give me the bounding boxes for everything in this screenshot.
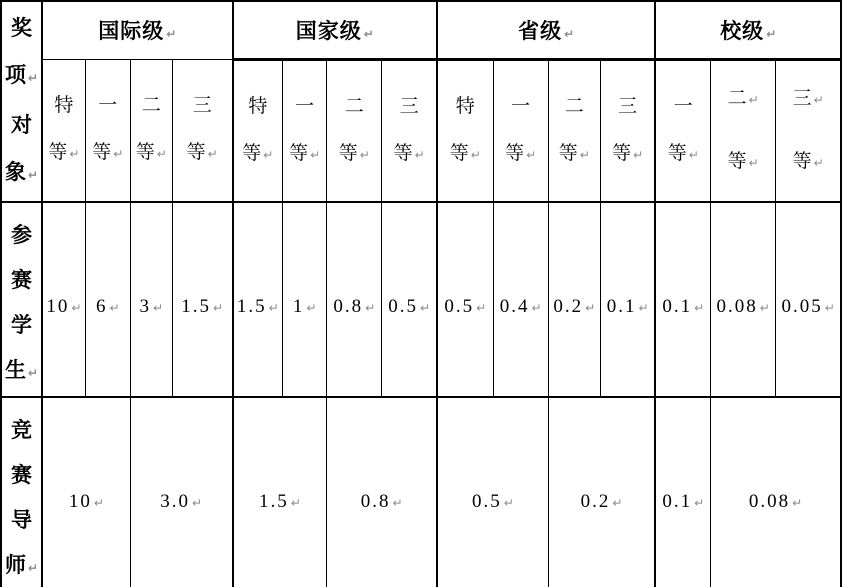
student-value-cell: 1.5 ↵	[233, 202, 283, 397]
tier-header-natl-special: 特 等 ↵	[233, 59, 283, 202]
paragraph-mark-icon: ↵	[71, 300, 82, 315]
paragraph-mark-icon: ↵	[363, 26, 374, 41]
paragraph-mark-icon: ↵	[191, 495, 203, 510]
paragraph-mark-icon: ↵	[792, 495, 803, 510]
paragraph-mark-icon: ↵	[290, 495, 301, 510]
paragraph-mark-icon: ↵	[813, 155, 824, 170]
paragraph-mark-icon: ↵	[263, 147, 274, 162]
paragraph-mark-icon: ↵	[748, 155, 759, 170]
tier-header-natl-second: 二 等 ↵	[327, 59, 382, 202]
student-value-cell: 0.5 ↵	[382, 202, 437, 397]
paragraph-mark-icon: ↵	[476, 300, 487, 315]
paragraph-mark-icon: ↵	[414, 147, 425, 162]
tier-header-intl-special: 特 等 ↵	[42, 59, 85, 202]
tier-header-intl-first: 一 等 ↵	[85, 59, 130, 202]
paragraph-mark-icon: ↵	[109, 300, 120, 315]
student-value-cell: 0.05 ↵	[776, 202, 841, 397]
mentor-value-cell: 10 ↵	[42, 397, 130, 587]
paragraph-mark-icon: ↵	[306, 300, 317, 315]
paragraph-mark-icon: ↵	[470, 147, 481, 162]
paragraph-mark-icon: ↵	[813, 92, 824, 107]
tier-header-intl-third: 三 等 ↵	[172, 59, 232, 202]
mentor-value-cell: 0.5 ↵	[437, 397, 548, 587]
tier-header-school-second: 二 ↵ 等 ↵	[711, 59, 776, 202]
mentor-value-cell: 0.1 ↵	[655, 397, 710, 587]
student-value-cell: 0.5 ↵	[437, 202, 493, 397]
student-value-cell: 0.8 ↵	[327, 202, 382, 397]
mentor-value-cell: 0.8 ↵	[327, 397, 437, 587]
tier-header-prov-second: 二 等 ↵	[548, 59, 600, 202]
student-value-cell: 0.08 ↵	[711, 202, 776, 397]
paragraph-mark-icon: ↵	[359, 147, 370, 162]
student-value-cell: 10 ↵	[42, 202, 85, 397]
paragraph-mark-icon: ↵	[420, 300, 431, 315]
paragraph-mark-icon: ↵	[688, 147, 699, 162]
students-row	[1, 202, 841, 397]
paragraph-mark-icon: ↵	[694, 300, 705, 315]
paragraph-mark-icon: ↵	[28, 167, 39, 182]
student-value-cell: 0.1 ↵	[600, 202, 655, 397]
paragraph-mark-icon: ↵	[824, 300, 835, 315]
student-value-cell: 6 ↵	[85, 202, 130, 397]
level-header-school: 校级 ↵	[655, 1, 841, 59]
paragraph-mark-icon: ↵	[268, 300, 279, 315]
tier-header-school-third: 三 ↵ 等 ↵	[776, 59, 841, 202]
mentor-value-cell: 0.2 ↵	[548, 397, 655, 587]
tier-header-row	[1, 59, 841, 202]
row-label-students: 参 赛 学 生 ↵	[1, 202, 42, 397]
paragraph-mark-icon: ↵	[310, 147, 321, 162]
paragraph-mark-icon: ↵	[748, 92, 759, 107]
mentor-value-cell: 0.08 ↵	[711, 397, 841, 587]
paragraph-mark-icon: ↵	[28, 366, 39, 380]
corner-cell-award-vs-target: 奖 项 ↵ 对 象 ↵	[1, 1, 42, 202]
paragraph-mark-icon: ↵	[28, 70, 39, 85]
tier-header-natl-first: 一 等 ↵	[283, 59, 327, 202]
paragraph-mark-icon: ↵	[694, 495, 705, 510]
tier-header-prov-first: 一 等 ↵	[493, 59, 548, 202]
paragraph-mark-icon: ↵	[113, 147, 124, 162]
paragraph-mark-icon: ↵	[564, 26, 575, 41]
paragraph-mark-icon: ↵	[28, 561, 39, 575]
paragraph-mark-icon: ↵	[365, 300, 376, 315]
level-header-international: 国际级 ↵	[42, 1, 232, 59]
tier-header-prov-third: 三 等 ↵	[600, 59, 655, 202]
paragraph-mark-icon: ↵	[166, 27, 177, 42]
level-header-row	[1, 1, 841, 59]
paragraph-mark-icon: ↵	[766, 26, 777, 41]
student-value-cell: 0.2 ↵	[548, 202, 600, 397]
tier-header-prov-special: 特 等 ↵	[437, 59, 493, 202]
mentors-row	[1, 397, 841, 587]
mentor-value-cell: 1.5 ↵	[233, 397, 327, 587]
tier-header-school-first: 一 等 ↵	[655, 59, 710, 202]
paragraph-mark-icon: ↵	[585, 300, 596, 315]
paragraph-mark-icon: ↵	[579, 147, 590, 162]
tier-header-natl-third: 三 等 ↵	[382, 59, 437, 202]
paragraph-mark-icon: ↵	[156, 147, 167, 162]
tier-header-intl-second: 二 等 ↵	[130, 59, 172, 202]
paragraph-mark-icon: ↵	[638, 300, 649, 315]
paragraph-mark-icon: ↵	[531, 300, 542, 315]
paragraph-mark-icon: ↵	[213, 300, 224, 315]
mentor-value-cell: 3.0 ↵	[130, 397, 232, 587]
level-header-provincial: 省级 ↵	[437, 1, 655, 59]
paragraph-mark-icon: ↵	[69, 147, 80, 162]
row-label-mentors: 竞 赛 导 师 ↵	[1, 397, 42, 587]
student-value-cell: 1 ↵	[283, 202, 327, 397]
paragraph-mark-icon: ↵	[153, 300, 164, 315]
student-value-cell: 0.1 ↵	[655, 202, 710, 397]
paragraph-mark-icon: ↵	[612, 495, 623, 510]
paragraph-mark-icon: ↵	[93, 495, 104, 510]
paragraph-mark-icon: ↵	[633, 147, 644, 162]
student-value-cell: 0.4 ↵	[493, 202, 548, 397]
paragraph-mark-icon: ↵	[526, 147, 537, 162]
level-header-national: 国家级 ↵	[233, 1, 437, 59]
paragraph-mark-icon: ↵	[392, 495, 403, 510]
paragraph-mark-icon: ↵	[503, 495, 514, 510]
student-value-cell: 1.5 ↵	[172, 202, 232, 397]
student-value-cell: 3 ↵	[130, 202, 172, 397]
paragraph-mark-icon: ↵	[207, 147, 218, 162]
paragraph-mark-icon: ↵	[759, 300, 770, 315]
